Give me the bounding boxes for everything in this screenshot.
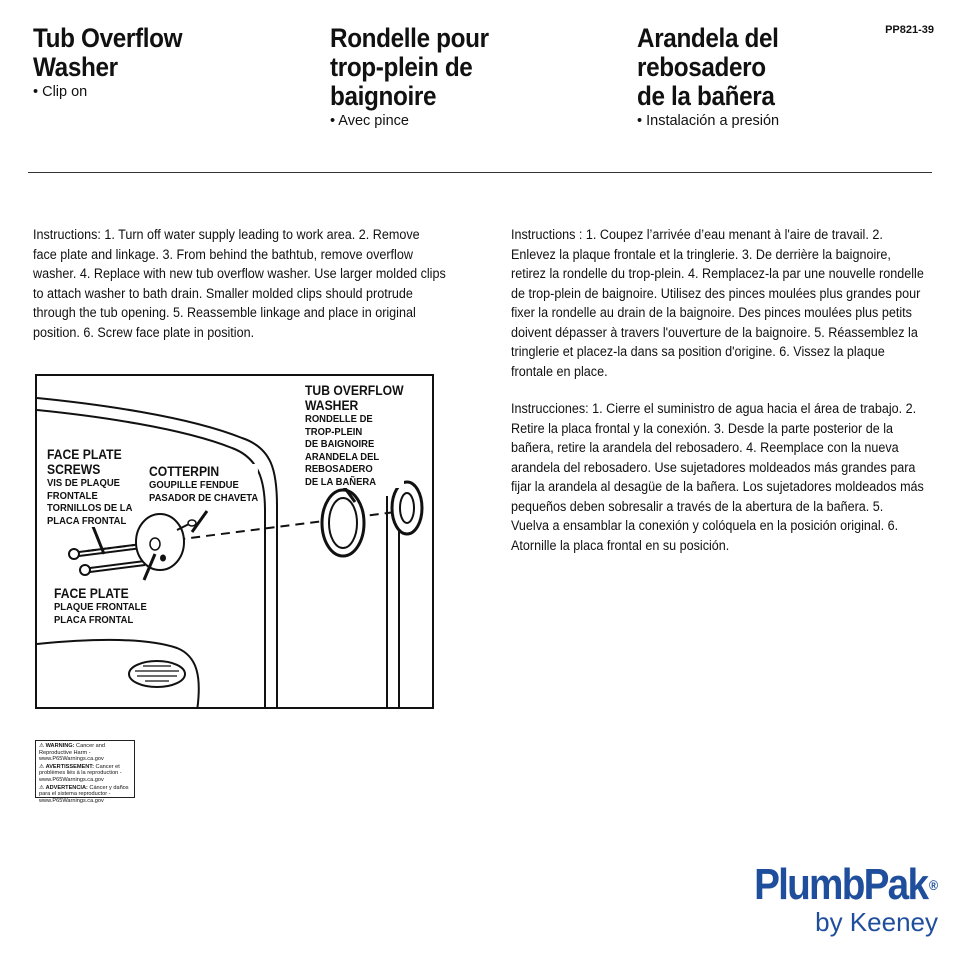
label-face-plate-screws-fr1: VIS DE PLAQUE — [47, 477, 120, 489]
title-french — [330, 24, 506, 130]
installation-diagram — [35, 374, 434, 709]
label-face-plate-screws-es1: TORNILLOS DE LA — [47, 502, 133, 514]
warning-triangle-icon: ⚠ — [39, 743, 45, 749]
warning-english-text: Cancer and Reproductive Harm - www.P65Warnings.ca.gov — [39, 743, 105, 763]
label-face-plate-screws-es2: PLACA FRONTAL — [47, 514, 127, 527]
brand-logo — [729, 862, 938, 936]
brand-logo-sub: by Keeney — [815, 907, 938, 937]
title-french-line2: trop-plein de — [330, 52, 473, 82]
warning-spanish-text: Cáncer y daños para el sistema reproductor - www.P65Warnings.ca.gov — [39, 784, 129, 804]
registered-mark: ® — [928, 877, 938, 893]
title-french-line3: baignoire — [330, 81, 437, 111]
label-cotterpin-es: PASADOR DE CHAVETA — [149, 491, 259, 504]
title-spanish-line1: Arandela del — [637, 23, 779, 53]
header-divider — [28, 172, 932, 173]
title-french-line1: Rondelle pour — [330, 23, 489, 53]
brand-logo-text: PlumbPak — [754, 860, 928, 909]
title-spanish-line2: rebosadero — [637, 52, 766, 82]
label-face-plate-screws-fr2: FRONTALE — [47, 489, 98, 502]
title-english — [33, 24, 199, 101]
label-cotterpin — [149, 464, 258, 504]
title-spanish-line3: de la bañera — [637, 81, 775, 111]
title-spanish — [637, 24, 794, 130]
label-face-plate-es: PLACA FRONTAL — [54, 613, 134, 626]
warning-triangle-icon: ⚠ — [39, 763, 45, 770]
label-cotterpin-fr: GOUPILLE FENDUE — [149, 479, 239, 491]
prop65-warning — [35, 740, 135, 804]
label-face-plate-fr: PLAQUE FRONTALE — [54, 601, 147, 613]
label-face-plate-screws-en2: SCREWS — [47, 462, 101, 477]
instructions-spanish: Instrucciones: 1. Cierre el suministro de agua hacia el área de trabajo. 2. Retire la placa frontal y la conexión. 3. Desde la parte posterior de la bañera, retire la arandela del rebosadero. 4. Reemplace con la nueva arandela del rebosadero. Use sujetadores moldeados más grandes para fijar la arandela al desagüe de la bañera. Los sujetadores moldeados más pequeños deben sobresalir a través de la abertura de la bañera. 5. Vuelva a ensamblar la conexión y colóquela en la posición original. 6. Atornille la placa frontal en su posición. — [511, 401, 924, 553]
label-washer-fr1: RONDELLE DE — [305, 413, 373, 425]
label-washer-en1: TUB OVERFLOW — [305, 383, 404, 398]
label-cotterpin-en: COTTERPIN — [149, 464, 220, 479]
title-english-line2: Washer — [33, 52, 118, 82]
label-face-plate-en: FACE PLATE — [54, 586, 129, 601]
label-washer-fr3: DE BAIGNOIRE — [305, 438, 375, 450]
instructions-english: Instructions: 1. Turn off water supply leading to work area. 2. Remove face plate and linkage. 3. From behind the bathtub, remove overflow washer. 4. Replace with new tub overflow washer. Use larger molded clips to attach washer to bath drain. Smaller molded clips should protrude through the tub opening. 5. Reassemble linkage and place in original position. 6. Screw face plate in position. — [33, 227, 446, 340]
warning-spanish-label: ADVERTENCIA: — [45, 784, 88, 791]
label-washer-en2: WASHER — [305, 398, 359, 413]
warning-english-label: WARNING: — [45, 743, 75, 749]
brand-logo-name — [754, 862, 938, 908]
label-face-plate — [54, 586, 147, 626]
part-number: PP821-39 — [885, 24, 934, 36]
label-face-plate-screws — [47, 447, 132, 527]
instructions-french: Instructions : 1. Coupez l’arrivée d’eau menant à l'aire de travail. 2. Enlevez la plaque frontale et la tringlerie. 3. De derrière la baignoire, retirez la rondelle du trop-plein. 4. Remplacez-la par une nouvelle rondelle de trop-plein de baignoire. Utilisez des pinces moulées plus grandes pour fixer la rondelle au drain de la baignoire. Des pinces moulées plus petits doivent dépasser à travers l'ouverture de la baignoire. 5. Réassemblez la tringlerie et placez-la dans sa position d'origine. 6. Vissez la plaque frontale en place. — [511, 227, 924, 379]
label-face-plate-screws-en1: FACE PLATE — [47, 447, 122, 462]
subtitle-spanish: • Instalación a presión — [637, 113, 780, 129]
warning-french — [39, 764, 131, 784]
label-washer-es1: ARANDELA DEL — [305, 450, 380, 463]
warning-french-label: AVERTISSEMENT: — [45, 763, 94, 770]
label-tub-overflow-washer — [305, 383, 404, 488]
label-washer-fr2: TROP-PLEIN — [305, 425, 363, 438]
title-english-line1: Tub Overflow — [33, 23, 183, 53]
warning-english — [39, 743, 131, 763]
warning-triangle-icon: ⚠ — [39, 784, 45, 791]
label-washer-es2: REBOSADERO — [305, 463, 373, 475]
label-washer-es3: DE LA BAÑERA — [305, 475, 377, 488]
warning-spanish — [39, 785, 131, 805]
subtitle-french: • Avec pince — [330, 113, 409, 129]
subtitle-english: • Clip on — [33, 84, 88, 100]
warning-french-text: Cancer et problèmes liés à la reproduction - www.P65Warnings.ca.gov — [39, 763, 122, 783]
